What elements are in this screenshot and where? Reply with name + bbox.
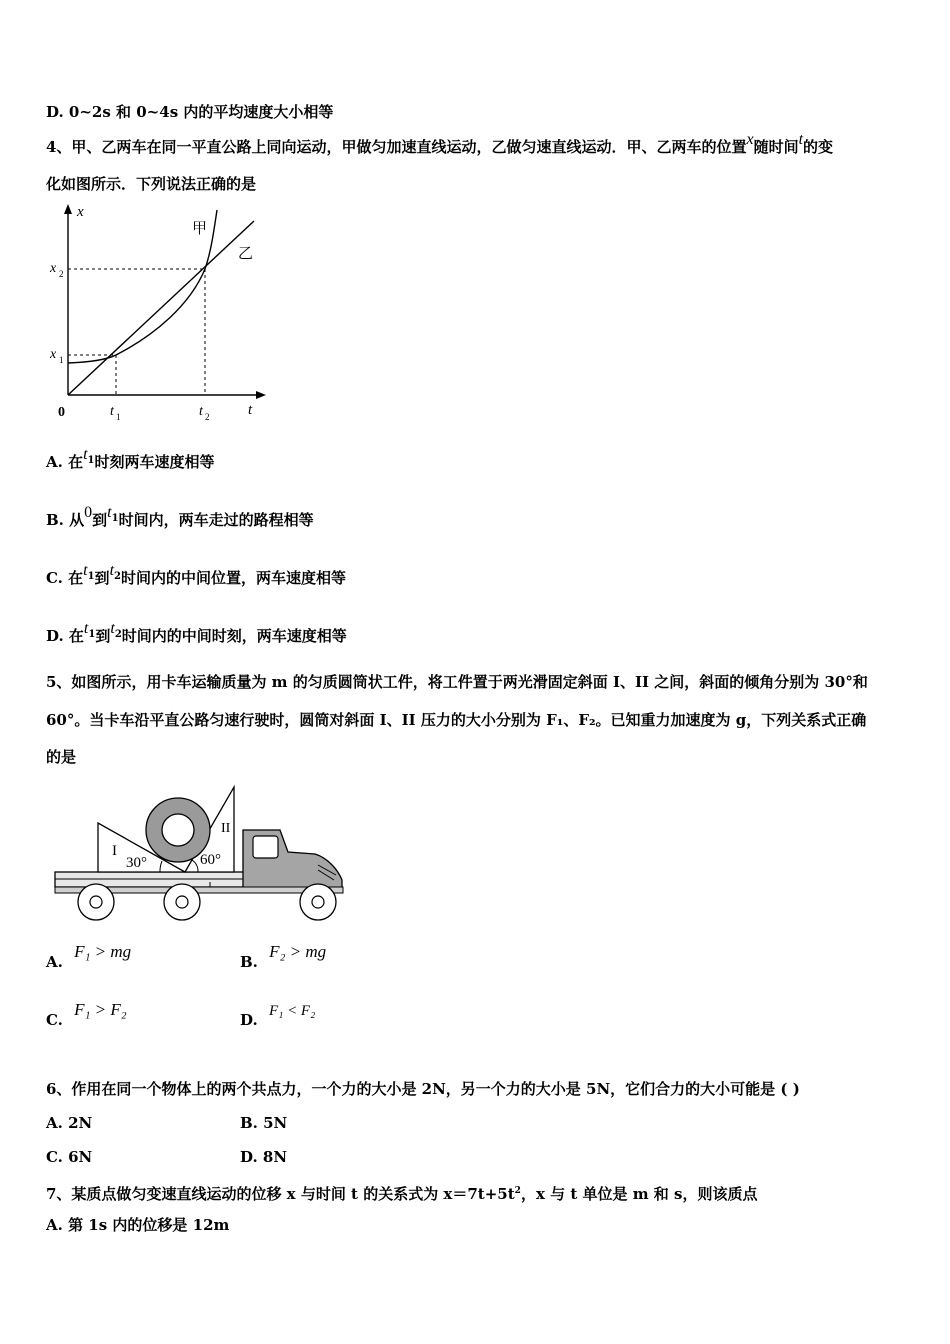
q4a-t: t bbox=[83, 446, 88, 463]
q4d-mid: 到 bbox=[95, 627, 111, 645]
wheel-front-hub bbox=[312, 896, 324, 908]
slope-1-label: I bbox=[112, 843, 117, 859]
q4b-prefix: B. 从 bbox=[46, 511, 85, 529]
graph-t-axis-arrow bbox=[256, 391, 266, 399]
graph-label-t2: t bbox=[199, 404, 203, 419]
q6-stem: 6、作用在同一个物体上的两个共点力，一个力的大小是 2N，另一个力的大小是 5N，它们合力的大小可能是 ( ) bbox=[46, 1080, 800, 1098]
graph-label-x1: x bbox=[50, 347, 57, 362]
q5-option-b bbox=[240, 942, 327, 971]
q4d-prefix: D. 在 bbox=[46, 627, 84, 645]
q5-stem-line3: 的是 bbox=[46, 748, 77, 766]
q5c-label: C. bbox=[46, 1011, 63, 1029]
q3-option-d: D. 0~2s 和 0~4s 内的平均速度大小相等 bbox=[46, 103, 334, 121]
graph-label-jia: 甲 bbox=[192, 221, 208, 237]
q4a-text: 时刻两车速度相等 bbox=[94, 453, 215, 471]
q4-stem-part-b: 随时间 bbox=[753, 138, 799, 156]
q4d-text: 时间内的中间时刻，两车速度相等 bbox=[121, 627, 347, 645]
graph-label-origin: 0 bbox=[58, 405, 65, 420]
graph-label-t2-sub: 2 bbox=[205, 412, 210, 422]
graph-label-t-axis: t bbox=[248, 402, 253, 418]
graph-label-x-axis: x bbox=[77, 204, 84, 220]
q7-stem-part-b: ，x 与 t 单位是 m 和 s，则该质点 bbox=[520, 1185, 758, 1203]
graph-label-x2: x bbox=[50, 261, 57, 276]
q4-option-b bbox=[46, 504, 314, 537]
q7-option-a: A. 第 1s 内的位移是 12m bbox=[46, 1216, 230, 1234]
q5-stem-line1: 5、如图所示，用卡车运输质量为 m 的匀质圆筒状工件，将工件置于两光滑固定斜面 I、II 之间，斜面的倾角分别为 30°和 bbox=[46, 673, 868, 691]
q5-option-a bbox=[46, 942, 132, 971]
q4-stem-line1 bbox=[46, 131, 834, 158]
q5-truck-figure bbox=[50, 780, 350, 930]
truck-window bbox=[253, 836, 278, 858]
q4c-prefix: C. 在 bbox=[46, 569, 84, 587]
q4-xt-graph bbox=[40, 200, 280, 430]
q4-option-a bbox=[46, 446, 215, 479]
wheel-rear-2-hub bbox=[176, 896, 188, 908]
slope-2-label: II bbox=[221, 821, 231, 836]
q5d-label: D. bbox=[240, 1011, 258, 1029]
q5-option-c bbox=[46, 1000, 127, 1029]
q4d-t1: t bbox=[83, 620, 89, 637]
q4b-mid: 到 bbox=[92, 511, 108, 529]
q4c-t2: t bbox=[109, 562, 115, 579]
q4-option-d bbox=[46, 620, 347, 653]
q4c-mid: 到 bbox=[94, 569, 110, 587]
q5b-label: B. bbox=[240, 953, 258, 971]
graph-label-x1-sub: 1 bbox=[59, 355, 64, 365]
graph-label-yi: 乙 bbox=[238, 246, 254, 262]
q4-option-c bbox=[46, 562, 346, 595]
q6-option-c: C. 6N bbox=[46, 1148, 93, 1166]
q5a-label: A. bbox=[46, 953, 63, 971]
q4d-t2-sub: 2 bbox=[114, 629, 122, 640]
q4c-text: 时间内的中间位置，两车速度相等 bbox=[120, 569, 346, 587]
q5c-expr: F₁ > F₂ bbox=[74, 1000, 127, 1019]
q4b-t: t bbox=[107, 504, 112, 521]
q4-stem-part-a: 4、甲、乙两车在同一平直公路上同向运动，甲做匀加速直线运动，乙做匀速直线运动．甲、乙两车的位置 bbox=[46, 138, 747, 156]
graph-label-x2-sub: 2 bbox=[59, 269, 64, 279]
q7-stem-part-a: 7、某质点做匀变速直线运动的位移 x 与时间 t 的关系式为 x＝7t+5t bbox=[46, 1185, 515, 1203]
q4a-t-sub: 1 bbox=[87, 455, 95, 466]
q4c-t2-sub: 2 bbox=[114, 571, 121, 582]
graph-label-t1: t bbox=[110, 404, 114, 419]
q4c-t1-sub: 1 bbox=[87, 571, 95, 582]
q7-stem bbox=[46, 1181, 757, 1204]
q4-stem-part-c: 的变 bbox=[803, 138, 834, 156]
graph-line-yi bbox=[68, 221, 254, 395]
q5b-expr: F₂ > mg bbox=[269, 942, 327, 961]
q4b-t-sub: 1 bbox=[111, 513, 119, 524]
q6-option-a: A. 2N bbox=[46, 1114, 93, 1132]
q6-option-b: B. 5N bbox=[240, 1114, 288, 1132]
q5-stem-line2: 60°。当卡车沿平直公路匀速行驶时，圆筒对斜面 I、II 压力的大小分别为 F₁、F₂。已知重力加速度为 g，下列关系式正确 bbox=[46, 711, 867, 729]
angle-60-label: 60° bbox=[200, 852, 221, 868]
wheel-rear-1-hub bbox=[90, 896, 102, 908]
angle-30-label: 30° bbox=[126, 855, 147, 871]
q6-option-d: D. 8N bbox=[240, 1148, 288, 1166]
q4b-zero: 0 bbox=[84, 504, 93, 521]
q5d-expr: F₁ < F₂ bbox=[268, 1003, 316, 1019]
graph-x-axis-arrow bbox=[64, 204, 72, 214]
q4-var-t: t bbox=[798, 131, 804, 148]
q4a-prefix: A. 在 bbox=[46, 453, 84, 471]
q4d-t1-sub: 1 bbox=[88, 629, 96, 640]
graph-label-t1-sub: 1 bbox=[116, 412, 121, 422]
q7-stem-sup: 2 bbox=[514, 1186, 521, 1196]
q4b-text: 时间内，两车走过的路程相等 bbox=[118, 511, 314, 529]
q4d-t2: t bbox=[110, 620, 115, 637]
cylinder-inner bbox=[162, 814, 194, 846]
q4-var-x: x bbox=[746, 131, 754, 148]
q5-option-d bbox=[240, 1000, 316, 1029]
q4c-t1: t bbox=[83, 562, 88, 579]
q5a-expr: F₁ > mg bbox=[74, 942, 132, 961]
q4-stem-line2: 化如图所示．下列说法正确的是 bbox=[46, 175, 257, 193]
